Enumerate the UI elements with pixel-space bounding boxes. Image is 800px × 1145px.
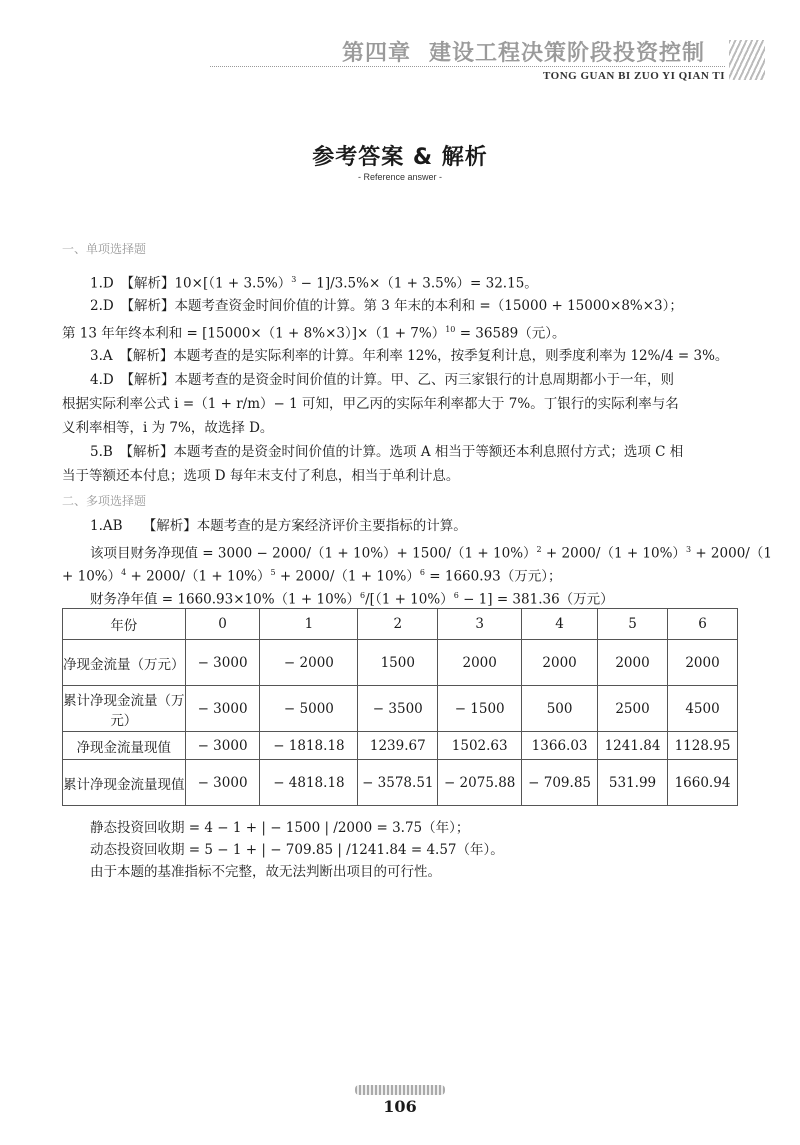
chapter-number: 第四章	[341, 41, 411, 66]
npv-a-sup2: 3	[685, 545, 692, 554]
page-number: 106	[383, 1097, 417, 1116]
table-cell: − 5000	[260, 686, 358, 732]
answer-q1	[90, 268, 742, 296]
nav-sup2: 6	[453, 591, 459, 600]
table-header-cell: 4	[522, 609, 598, 640]
table-row	[63, 640, 738, 686]
answer-q1-sup: 3	[291, 275, 297, 284]
table-cell: 2000	[438, 640, 522, 686]
table-cell: − 3000	[185, 640, 260, 686]
chapter-title: 建设工程决策阶段投资控制	[428, 41, 705, 66]
answer-q2-text: 第 13 年年终本利和 = [15000×（1 + 8%×3）]×（1 + 7%）	[62, 325, 446, 342]
table-cell: − 3000	[185, 686, 260, 732]
table-cell: 1128.95	[667, 732, 737, 760]
table-header-cell: 年份	[63, 609, 186, 640]
table-header-cell: 6	[667, 609, 737, 640]
table-row	[63, 686, 738, 732]
cash-flow-table	[62, 608, 738, 806]
table-cell: − 3000	[185, 732, 260, 760]
table-cell: − 2075.88	[438, 760, 522, 806]
npv-b-sup1: 4	[121, 568, 127, 577]
chapter-heading	[342, 36, 705, 67]
table-cell: − 1500	[438, 686, 522, 732]
table-header-cell: 2	[358, 609, 438, 640]
conclusion: 由于本题的基准指标不完整，故无法判断出项目的可行性。	[90, 864, 441, 880]
answer-q1-tail: − 1]/3.5%×（1 + 3.5%）= 32.15。	[296, 275, 538, 292]
dynamic-payback: 动态投资回收期 = 5 − 1 + | − 709.85 | /1241.84 = 4.57（年）。	[90, 842, 504, 858]
answer-q5-line2: 当于等额还本付息；选项 D 每年末支付了利息，相当于单利计息。	[62, 468, 460, 484]
npv-b-sup2: 5	[270, 568, 276, 577]
answer-m1-intro: 1.AB 【解析】本题考查的是方案经济评价主要指标的计算。	[90, 518, 467, 534]
answer-q2-line1: 2.D 【解析】本题考查资金时间价值的计算。第 3 年末的本利和 =（15000 + 15000×8%×3）；	[90, 298, 683, 314]
npv-b: + 10%）	[62, 568, 122, 585]
table-row-label: 累计净现金流量现值	[63, 760, 186, 806]
table-header-cell: 1	[260, 609, 358, 640]
table-header-row	[63, 609, 738, 640]
npv-b-mid1: + 2000/（1 + 10%）	[126, 568, 271, 585]
table-header-cell: 3	[438, 609, 522, 640]
table-cell: 531.99	[598, 760, 668, 806]
table-row-label: 累计净现金流量（万元）	[63, 686, 186, 732]
npv-b-mid2: + 2000/（1 + 10%）	[275, 568, 420, 585]
answer-q4-line2: 根据实际利率公式 i =（1 + r/m）− 1 可知，甲乙丙的实际年利率都大于 7%。丁银行的实际利率与名	[62, 396, 679, 412]
table-cell: − 709.85	[522, 760, 598, 806]
npv-a-sup1: 2	[536, 545, 542, 554]
page-title: 参考答案 & 解析	[312, 145, 488, 170]
table-cell: 1500	[358, 640, 438, 686]
table-cell: 2500	[598, 686, 668, 732]
npv-a: 该项目财务净现值 = 3000 − 2000/（1 + 10%）+ 1500/（1 + 10%）	[90, 545, 537, 562]
npv-a-mid1: + 2000/（1 + 10%）	[541, 545, 686, 562]
npv-b-mid3: = 1660.93（万元）；	[424, 568, 562, 585]
table-cell: 2000	[522, 640, 598, 686]
answer-q2-sup: 10	[445, 325, 456, 334]
table-row	[63, 732, 738, 760]
npv-b-sup3: 6	[419, 568, 425, 577]
table-cell: − 4818.18	[260, 760, 358, 806]
table-header-cell: 0	[185, 609, 260, 640]
answer-q1-text: 1.D 【解析】10×[（1 + 3.5%）	[90, 275, 292, 292]
header-pinyin: TONG GUAN BI ZUO YI QIAN TI	[543, 70, 725, 82]
table-cell: 4500	[667, 686, 737, 732]
table-cell: − 2000	[260, 640, 358, 686]
answer-q3: 3.A 【解析】本题考查的是实际利率的计算。年利率 12%，按季复利计息，则季度利率为 12%/4 = 3%。	[90, 348, 729, 364]
table-cell: 1660.94	[667, 760, 737, 806]
footer-decoration	[355, 1085, 445, 1095]
table-cell: 2000	[598, 640, 668, 686]
section-heading-multiple-choice: 二、多项选择题	[62, 494, 147, 508]
table-row	[63, 760, 738, 806]
nav-tail: − 1] = 381.36（万元）	[458, 591, 614, 608]
static-payback: 静态投资回收期 = 4 − 1 + | − 1500 | /2000 = 3.75（年）；	[90, 820, 470, 836]
table-cell: 2000	[667, 640, 737, 686]
table-cell: − 3500	[358, 686, 438, 732]
answer-q4-line1: 4.D 【解析】本题考查的是资金时间价值的计算。甲、乙、丙三家银行的计息周期都小于一年，则	[90, 372, 674, 388]
table-cell: 1366.03	[522, 732, 598, 760]
table-cell: 1239.67	[358, 732, 438, 760]
answer-q4-line3: 义利率相等，i 为 7%，故选择 D。	[62, 420, 274, 436]
nav-a: 财务净年值 = 1660.93×10%（1 + 10%）	[90, 591, 361, 608]
table-header-cell: 5	[598, 609, 668, 640]
table-cell: − 1818.18	[260, 732, 358, 760]
answer-q5-line1: 5.B 【解析】本题考查的是资金时间价值的计算。选项 A 相当于等额还本利息照付方式；选项 C 相	[90, 444, 684, 460]
npv-a-mid2: + 2000/（1	[691, 545, 772, 562]
nav-mid: /[（1 + 10%）	[365, 591, 454, 608]
running-header	[210, 34, 765, 90]
table-cell: − 3000	[185, 760, 260, 806]
table-cell: − 3578.51	[358, 760, 438, 806]
table-cell: 1502.63	[438, 732, 522, 760]
table-row-label: 净现金流量（万元）	[63, 640, 186, 686]
header-rule	[210, 66, 725, 67]
page-subtitle: - Reference answer -	[357, 172, 443, 182]
table-cell: 500	[522, 686, 598, 732]
header-decoration	[729, 40, 765, 80]
table-cell: 1241.84	[598, 732, 668, 760]
nav-sup1: 6	[360, 591, 366, 600]
section-heading-single-choice: 一、单项选择题	[62, 242, 147, 256]
answer-q2-line2	[62, 318, 742, 346]
table-row-label: 净现金流量现值	[63, 732, 186, 760]
answer-q2-tail: = 36589（元）。	[455, 325, 566, 342]
